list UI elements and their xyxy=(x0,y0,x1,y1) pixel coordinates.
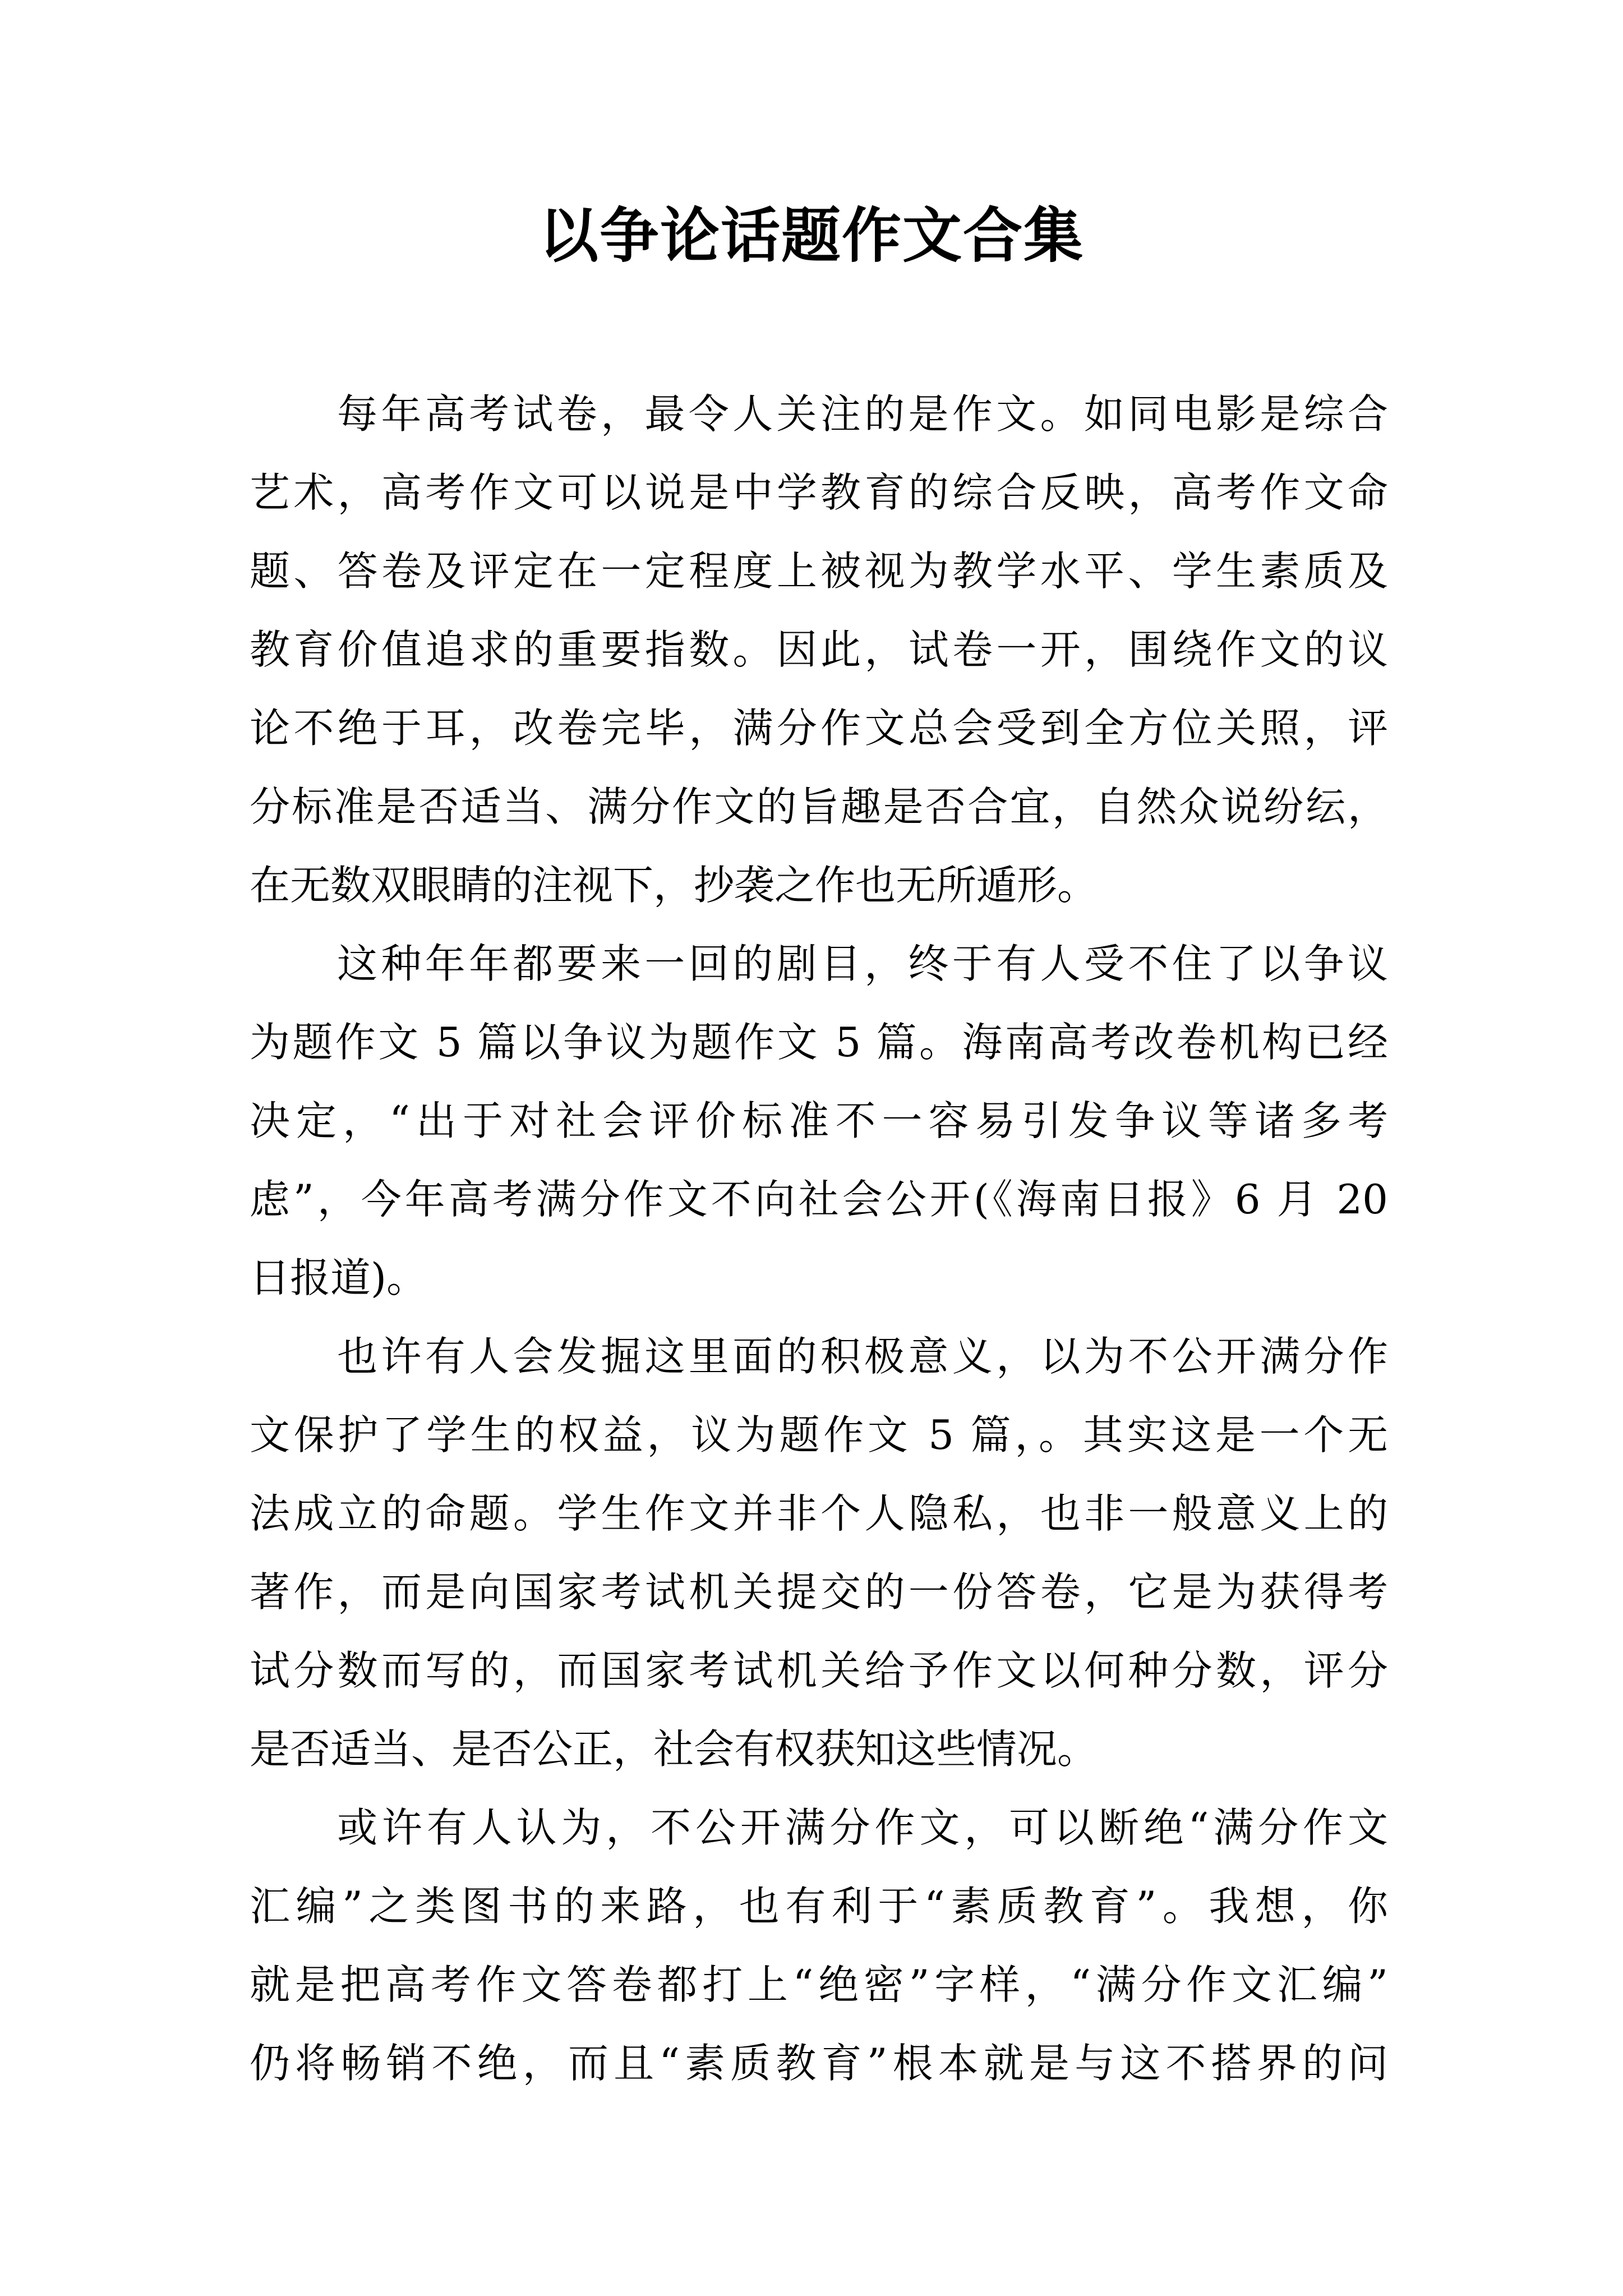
text-line: 著作，而是向国家考试机关提交的一份答卷，它是为获得考 xyxy=(250,1568,1388,1616)
text-line: 为题作文 5 篇以争议为题作文 5 篇。海南高考改卷机构已经 xyxy=(250,1019,1388,1066)
text-line: 论不绝于耳，改卷完毕，满分作文总会受到全方位关照，评 xyxy=(250,705,1388,752)
text-line: 或许有人认为，不公开满分作文，可以断绝“满分作文 xyxy=(337,1804,1388,1851)
text-line: 仍将畅销不绝，而且“素质教育”根本就是与这不搭界的问 xyxy=(250,2040,1388,2087)
text-line: 汇编”之类图书的来路，也有利于“素质教育”。我想，你 xyxy=(250,1883,1388,1930)
text-line: 试分数而写的，而国家考试机关给予作文以何种分数，评分 xyxy=(250,1647,1388,1694)
text-line: 在无数双眼睛的注视下，抄袭之作也无所遁形。 xyxy=(250,862,1098,909)
text-line: 艺术，高考作文可以说是中学教育的综合反映，高考作文命 xyxy=(250,469,1388,516)
paragraph-4 xyxy=(250,1788,1388,2102)
paragraph-3 xyxy=(250,1317,1388,1788)
text-line: 虑”，今年高考满分作文不向社会公开(《海南日报》6 月 20 xyxy=(250,1176,1388,1223)
text-line: 就是把高考作文答卷都打上“绝密”字样，“满分作文汇编” xyxy=(250,1961,1388,2008)
document-title: 以争论话题作文合集 xyxy=(539,200,1084,270)
text-line: 决定，“出于对社会评价标准不一容易引发争议等诸多考 xyxy=(250,1097,1388,1144)
text-line: 日报道)。 xyxy=(250,1254,427,1301)
text-line: 也许有人会发掘这里面的积极意义，以为不公开满分作 xyxy=(337,1333,1388,1380)
text-line: 文保护了学生的权益，议为题作文 5 篇，。其实这是一个无 xyxy=(250,1411,1388,1458)
text-line: 题、答卷及评定在一定程度上被视为教学水平、学生素质及 xyxy=(250,547,1388,595)
text-line: 这种年年都要来一回的剧目，终于有人受不住了以争议 xyxy=(337,940,1388,987)
text-line: 是否适当、是否公正，社会有权获知这些情况。 xyxy=(250,1726,1098,1773)
text-line: 教育价值追求的重要指数。因此，试卷一开，围绕作文的议 xyxy=(250,626,1388,673)
paragraph-2 xyxy=(250,924,1388,1317)
paragraph-1 xyxy=(250,375,1388,924)
document-body xyxy=(250,375,1388,2102)
text-line: 每年高考试卷，最令人关注的是作文。如同电影是综合 xyxy=(337,390,1388,438)
text-line: 法成立的命题。学生作文并非个人隐私，也非一般意义上的 xyxy=(250,1490,1388,1537)
text-line: 分标准是否适当、满分作文的旨趣是否合宜，自然众说纷纭， xyxy=(250,783,1388,830)
